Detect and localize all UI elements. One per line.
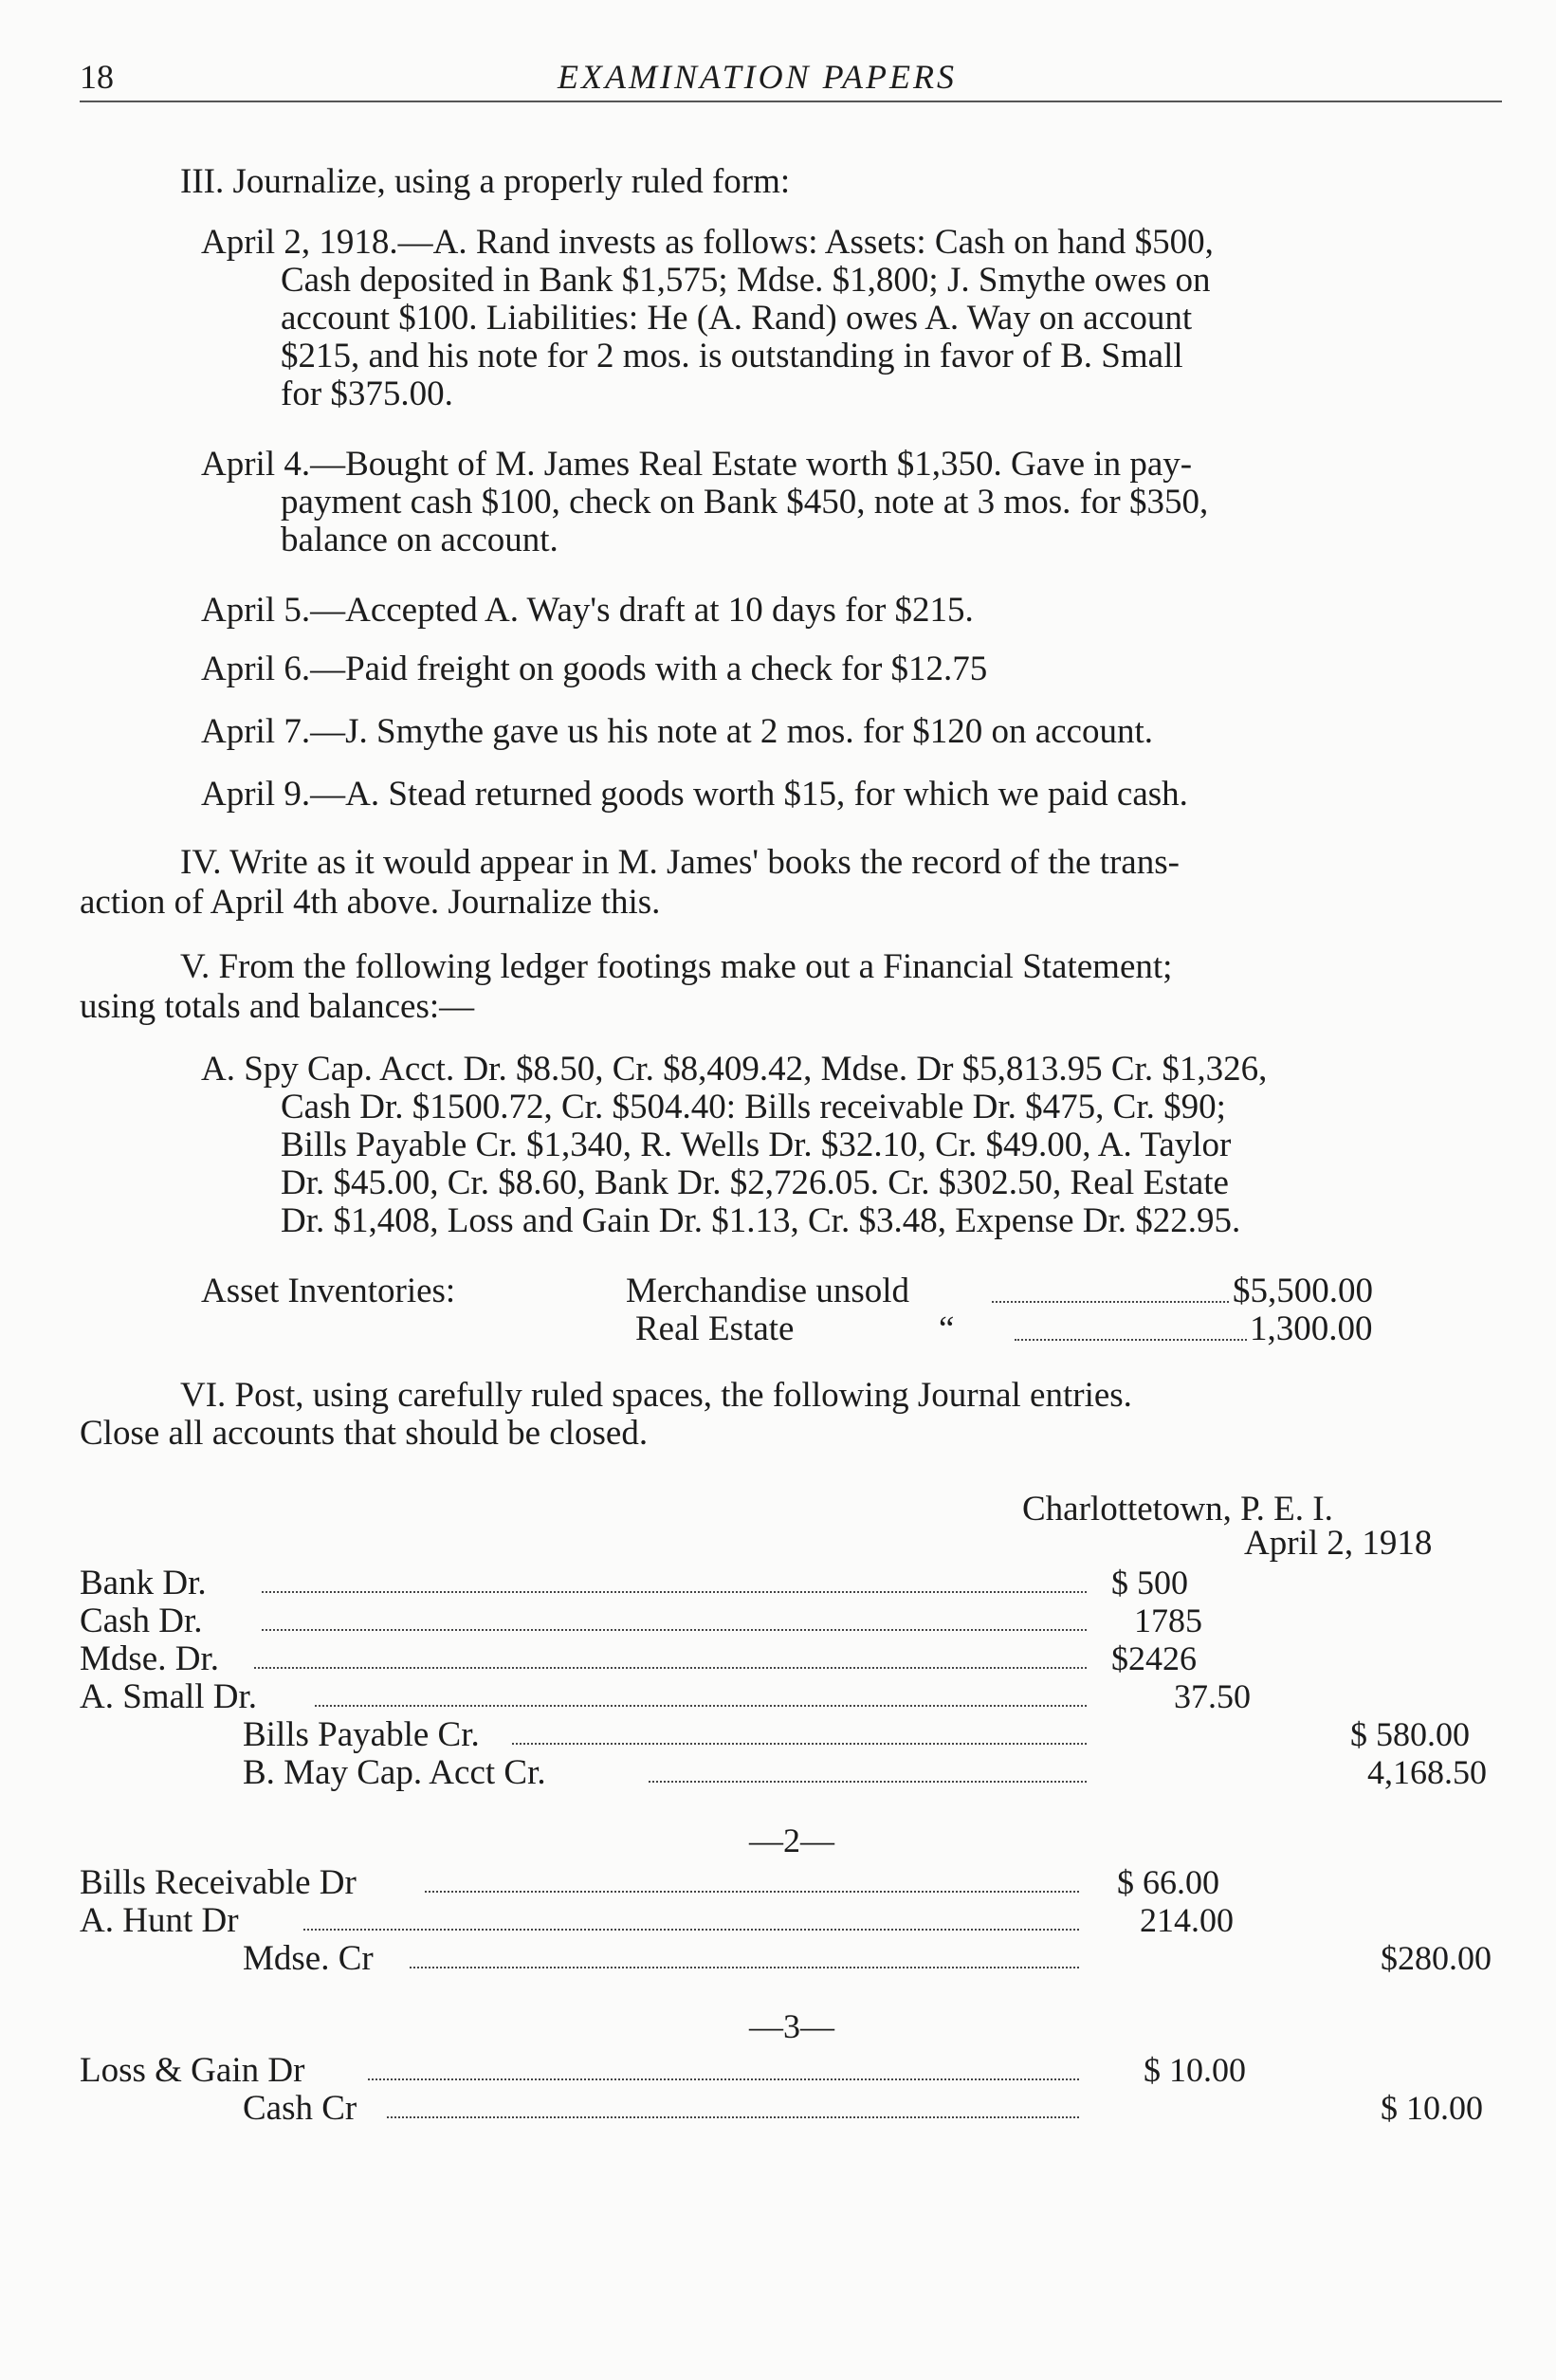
leader-dots xyxy=(387,2115,1079,2118)
entry-separator-2: —2— xyxy=(749,1822,834,1859)
q5-line1: V. From the following ledger footings make out a Financial Statement; xyxy=(180,947,1173,986)
journal-line-loss-gain: Loss & Gain Dr xyxy=(80,2051,305,2090)
credit-amount: $ 10.00 xyxy=(1381,2089,1483,2127)
inventory-real-estate: Real Estate xyxy=(635,1309,795,1348)
journal-place: Charlottetown, P. E. I. xyxy=(1022,1490,1333,1529)
leader-dots xyxy=(410,1965,1079,1968)
journal-line-cash-cr: Cash Cr xyxy=(243,2089,357,2128)
q3-april2-line4: $215, and his note for 2 mos. is outstanding in favor of B. Small xyxy=(281,337,1183,375)
q3-april2-line2: Cash deposited in Bank $1,575; Mdse. $1,800; J. Smythe owes on xyxy=(281,261,1211,300)
journal-line-bills-receivable: Bills Receivable Dr xyxy=(80,1863,357,1902)
q3-april4-line2: payment cash $100, check on Bank $450, note at 3 mos. for $350, xyxy=(281,483,1209,522)
inventory-merchandise-amount: $5,500.00 xyxy=(1233,1272,1373,1310)
debit-amount: $ 500 xyxy=(1111,1564,1188,1602)
header-rule xyxy=(80,101,1502,102)
inventory-leader-1 xyxy=(992,1299,1229,1303)
running-head: EXAMINATION PAPERS xyxy=(558,58,957,96)
journal-line-b-may: B. May Cap. Acct Cr. xyxy=(243,1753,546,1792)
debit-amount: 37.50 xyxy=(1174,1677,1251,1715)
q3-april2-line1: April 2, 1918.—A. Rand invests as follows: Assets: Cash on hand $500, xyxy=(201,223,1214,262)
journal-date: April 2, 1918 xyxy=(1244,1524,1433,1563)
journal-line-mdse: Mdse. Dr. xyxy=(80,1639,219,1678)
entry-separator-3: —3— xyxy=(749,2007,834,2045)
q4-line1: IV. Write as it would appear in M. James' books the record of the trans- xyxy=(180,843,1180,882)
inventory-merchandise: Merchandise unsold xyxy=(626,1272,910,1310)
q5-line2: using totals and balances:— xyxy=(80,987,475,1026)
leader-dots xyxy=(262,1589,1087,1593)
leader-dots xyxy=(303,1927,1079,1931)
page-number: 18 xyxy=(80,58,114,96)
credit-amount: $ 580.00 xyxy=(1350,1715,1470,1753)
inventory-leader-2 xyxy=(1015,1337,1247,1341)
inventory-ditto-mark: “ xyxy=(939,1309,955,1348)
leader-dots xyxy=(368,2077,1079,2080)
q4-line2: action of April 4th above. Journalize this. xyxy=(80,883,661,922)
leader-dots xyxy=(262,1627,1087,1631)
q3-april9: April 9.—A. Stead returned goods worth $15, for which we paid cash. xyxy=(201,775,1188,814)
q3-april2-line3: account $100. Liabilities: He (A. Rand) owes A. Way on account xyxy=(281,299,1193,338)
credit-amount: 4,168.50 xyxy=(1367,1753,1487,1791)
q3-heading: III. Journalize, using a properly ruled form: xyxy=(180,162,791,201)
journal-line-cash: Cash Dr. xyxy=(80,1602,203,1640)
journal-line-bank: Bank Dr. xyxy=(80,1564,207,1602)
journal-line-a-hunt: A. Hunt Dr xyxy=(80,1901,239,1940)
leader-dots xyxy=(512,1741,1087,1745)
debit-amount: $ 66.00 xyxy=(1117,1863,1219,1901)
q3-april5: April 5.—Accepted A. Way's draft at 10 days for $215. xyxy=(201,591,974,630)
leader-dots xyxy=(649,1779,1087,1783)
q3-april2-line5: for $375.00. xyxy=(281,375,453,413)
q5-footing-line5: Dr. $1,408, Loss and Gain Dr. $1.13, Cr. $3.48, Expense Dr. $22.95. xyxy=(281,1201,1241,1240)
q6-line2: Close all accounts that should be closed. xyxy=(80,1414,649,1453)
journal-line-a-small: A. Small Dr. xyxy=(80,1677,258,1716)
debit-amount: 214.00 xyxy=(1140,1901,1234,1939)
credit-amount: $280.00 xyxy=(1381,1939,1492,1977)
inventories-label: Asset Inventories: xyxy=(201,1272,456,1310)
leader-dots xyxy=(254,1665,1087,1669)
leader-dots xyxy=(425,1889,1079,1893)
q6-line1: VI. Post, using carefully ruled spaces, the following Journal entries. xyxy=(180,1376,1132,1415)
q3-april7: April 7.—J. Smythe gave us his note at 2 mos. for $120 on account. xyxy=(201,712,1154,751)
q5-footing-line2: Cash Dr. $1500.72, Cr. $504.40: Bills receivable Dr. $475, Cr. $90; xyxy=(281,1088,1226,1126)
q3-april4-line3: balance on account. xyxy=(281,521,558,559)
leader-dots xyxy=(315,1703,1087,1707)
journal-line-mdse-cr: Mdse. Cr xyxy=(243,1939,374,1978)
inventory-real-estate-amount: 1,300.00 xyxy=(1250,1309,1373,1348)
journal-line-bills-payable: Bills Payable Cr. xyxy=(243,1715,480,1754)
debit-amount: $ 10.00 xyxy=(1144,2051,1246,2089)
q5-footing-line4: Dr. $45.00, Cr. $8.60, Bank Dr. $2,726.05. Cr. $302.50, Real Estate xyxy=(281,1163,1229,1202)
q3-april4-line1: April 4.—Bought of M. James Real Estate worth $1,350. Gave in pay- xyxy=(201,445,1193,484)
q5-footing-line3: Bills Payable Cr. $1,340, R. Wells Dr. $32.10, Cr. $49.00, A. Taylor xyxy=(281,1126,1232,1164)
debit-amount: 1785 xyxy=(1134,1602,1202,1639)
q3-april6: April 6.—Paid freight on goods with a check for $12.75 xyxy=(201,650,988,688)
q5-footing-line1: A. Spy Cap. Acct. Dr. $8.50, Cr. $8,409.42, Mdse. Dr $5,813.95 Cr. $1,326, xyxy=(201,1050,1268,1089)
debit-amount: $2426 xyxy=(1111,1639,1197,1677)
